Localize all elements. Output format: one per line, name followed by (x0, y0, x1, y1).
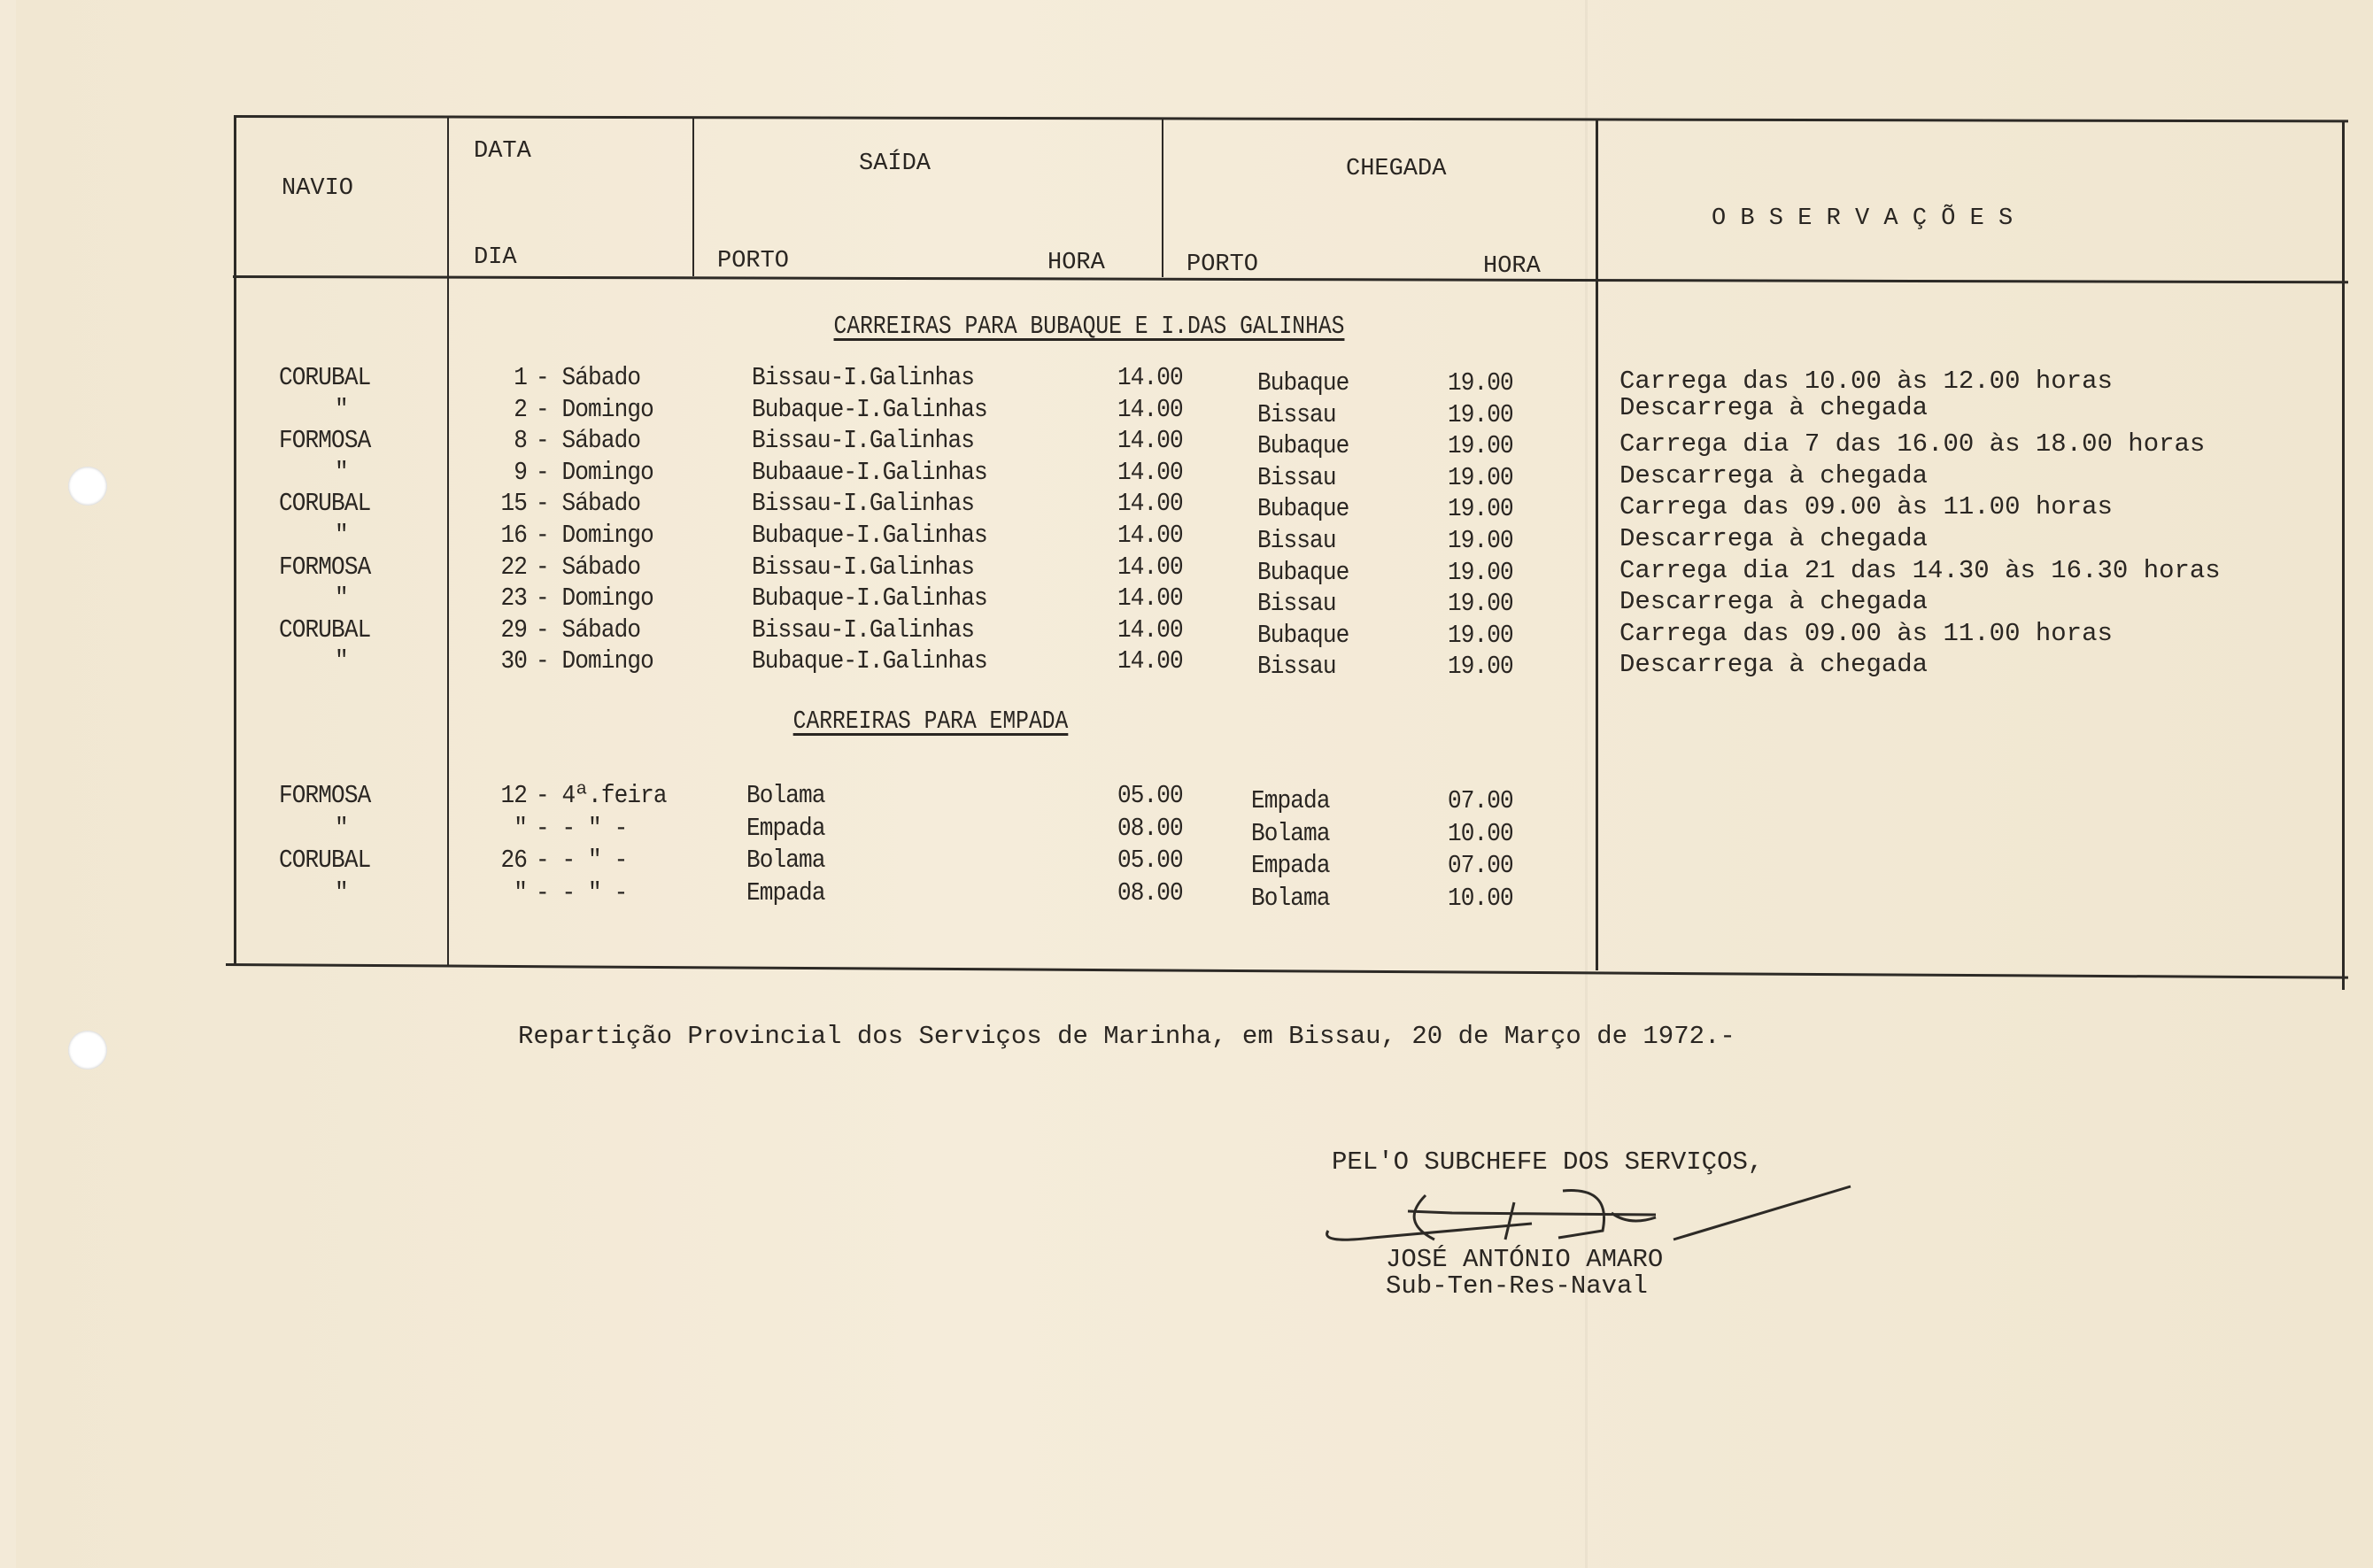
weekday: - Sábado (536, 552, 641, 582)
arrival-time: 19.00 (1448, 463, 1513, 492)
day-number: 15 (500, 489, 527, 518)
departure-time: 14.00 (1117, 363, 1183, 392)
ship-name: " (335, 878, 348, 908)
departure-port: Bubaque-I.Galinhas (752, 521, 987, 550)
day-number: 8 (514, 426, 527, 455)
day-number: 29 (500, 615, 527, 645)
day-number: 12 (500, 781, 527, 810)
ship-name: FORMOSA (279, 552, 371, 582)
arrival-time: 10.00 (1448, 819, 1513, 848)
handwritten-signature (1319, 1178, 1859, 1248)
arrival-time: 19.00 (1448, 621, 1513, 650)
departure-port: Bubaaue-I.Galinhas (752, 458, 987, 487)
weekday: - Sábado (536, 363, 641, 392)
arrival-port: Bissau (1257, 652, 1336, 681)
day-number: 22 (500, 552, 527, 582)
ship-name: " (335, 521, 348, 550)
ship-name: FORMOSA (279, 426, 371, 455)
arrival-port: Bissau (1257, 400, 1336, 429)
departure-port: Bissau-I.Galinhas (752, 489, 974, 518)
arrival-time: 10.00 (1448, 884, 1513, 913)
column-divider (692, 117, 694, 276)
departure-time: 14.00 (1117, 426, 1183, 455)
observation-note: Descarrega à chegada (1619, 461, 1929, 490)
day-number: 2 (514, 395, 527, 424)
departure-port: Bubaque-I.Galinhas (752, 646, 987, 676)
punch-hole (68, 1031, 107, 1070)
ship-name: FORMOSA (279, 781, 371, 810)
departure-port: Bubaque-I.Galinhas (752, 395, 987, 424)
arrival-time: 19.00 (1448, 652, 1513, 681)
header-navio: NAVIO (282, 175, 354, 202)
arrival-time: 19.00 (1448, 589, 1513, 618)
ship-name: " (335, 395, 348, 424)
header-saida-porto: PORTO (717, 248, 790, 274)
departure-port: Bissau-I.Galinhas (752, 426, 974, 455)
arrival-port: Bubaque (1257, 368, 1349, 398)
ship-name: " (335, 814, 348, 843)
place-date-line: Repartição Provincial dos Serviços de Marinha, em Bissau, 20 de Março de 1972.- (518, 1022, 1735, 1051)
ship-name: CORUBAL (279, 846, 371, 875)
departure-time: 05.00 (1117, 781, 1183, 810)
signatory-name: JOSÉ ANTÓNIO AMARO (1386, 1245, 1664, 1274)
departure-time: 14.00 (1117, 615, 1183, 645)
departure-time: 14.00 (1117, 646, 1183, 676)
ship-name: " (335, 458, 348, 487)
weekday: - Sábado (536, 426, 641, 455)
header-chegada: CHEGADA (1346, 156, 1447, 182)
arrival-time: 19.00 (1448, 431, 1513, 460)
arrival-port: Bissau (1257, 589, 1336, 618)
header-chegada-porto: PORTO (1186, 251, 1259, 278)
ship-name: " (335, 646, 348, 676)
day-number: 9 (514, 458, 527, 487)
arrival-time: 19.00 (1448, 368, 1513, 398)
weekday: - Domingo (536, 458, 653, 487)
departure-port: Bissau-I.Galinhas (752, 552, 974, 582)
weekday: - Domingo (536, 521, 653, 550)
arrival-time: 19.00 (1448, 526, 1513, 555)
arrival-port: Bubaque (1257, 621, 1349, 650)
signatory-rank: Sub-Ten-Res-Naval (1386, 1271, 1648, 1301)
arrival-port: Bubaque (1257, 558, 1349, 587)
weekday: - - " - (536, 814, 628, 843)
arrival-port: Bubaque (1257, 494, 1349, 523)
observation-note: Descarrega à chegada (1619, 587, 1929, 616)
observation-note: Carrega das 10.00 às 12.00 horas (1619, 367, 2113, 396)
departure-time: 14.00 (1117, 489, 1183, 518)
arrival-port: Bissau (1257, 463, 1336, 492)
day-number: 30 (500, 646, 527, 676)
column-divider (1162, 118, 1163, 277)
arrival-port: Bubaque (1257, 431, 1349, 460)
departure-port: Bolama (746, 781, 825, 810)
departure-port: Empada (746, 814, 825, 843)
observation-note: Carrega das 09.00 às 11.00 horas (1619, 619, 2113, 648)
observation-note: Descarrega à chegada (1619, 524, 1929, 553)
table-right-border (2342, 122, 2345, 990)
observation-note: Descarrega à chegada (1619, 650, 1929, 679)
arrival-time: 19.00 (1448, 558, 1513, 587)
ship-name: CORUBAL (279, 363, 371, 392)
ship-name: CORUBAL (279, 489, 371, 518)
observation-note: Carrega das 09.00 às 11.00 horas (1619, 492, 2113, 521)
weekday: - Sábado (536, 489, 641, 518)
departure-time: 14.00 (1117, 583, 1183, 613)
column-divider (447, 117, 449, 965)
weekday: - - " - (536, 878, 628, 908)
arrival-port: Bolama (1251, 819, 1330, 848)
column-divider (1596, 119, 1598, 970)
day-number: " (514, 878, 527, 908)
arrival-time: 07.00 (1448, 851, 1513, 880)
day-number: 26 (500, 846, 527, 875)
day-number: 16 (500, 521, 527, 550)
day-number: 23 (500, 583, 527, 613)
weekday: - Domingo (536, 395, 653, 424)
arrival-port: Empada (1251, 786, 1330, 815)
observation-note: Carrega dia 7 das 16.00 às 18.00 horas (1619, 429, 2206, 459)
weekday: - Domingo (536, 583, 653, 613)
punch-hole (68, 467, 107, 506)
signatory-title: PEL'O SUBCHEFE DOS SERVIÇOS, (1332, 1147, 1764, 1177)
header-chegada-hora: HORA (1483, 253, 1541, 280)
departure-port: Bolama (746, 846, 825, 875)
weekday: - 4ª.feira (536, 781, 667, 810)
observation-note: Descarrega à chegada (1619, 393, 1929, 422)
header-data: DATA (474, 138, 531, 165)
arrival-time: 19.00 (1448, 400, 1513, 429)
departure-time: 08.00 (1117, 814, 1183, 843)
header-saida-hora: HORA (1047, 250, 1105, 276)
departure-time: 14.00 (1117, 458, 1183, 487)
departure-port: Bissau-I.Galinhas (752, 615, 974, 645)
departure-port: Bubaque-I.Galinhas (752, 583, 987, 613)
departure-port: Bissau-I.Galinhas (752, 363, 974, 392)
section-title-empada: CARREIRAS PARA EMPADA (792, 707, 1069, 736)
weekday: - Domingo (536, 646, 653, 676)
departure-port: Empada (746, 878, 825, 908)
departure-time: 14.00 (1117, 521, 1183, 550)
ship-name: CORUBAL (279, 615, 371, 645)
arrival-port: Bissau (1257, 526, 1336, 555)
ship-name: " (335, 583, 348, 613)
departure-time: 05.00 (1117, 846, 1183, 875)
arrival-port: Empada (1251, 851, 1330, 880)
header-observacoes: O B S E R V A Ç Õ E S (1712, 205, 2014, 232)
header-dia: DIA (474, 244, 517, 271)
arrival-time: 19.00 (1448, 494, 1513, 523)
arrival-time: 07.00 (1448, 786, 1513, 815)
day-number: " (514, 814, 527, 843)
table-left-border (234, 115, 236, 965)
departure-time: 14.00 (1117, 552, 1183, 582)
arrival-port: Bolama (1251, 884, 1330, 913)
header-saida: SAÍDA (859, 151, 931, 177)
departure-time: 08.00 (1117, 878, 1183, 908)
fold-line (1585, 0, 1588, 1568)
day-number: 1 (514, 363, 527, 392)
departure-time: 14.00 (1117, 395, 1183, 424)
observation-note: Carrega dia 21 das 14.30 às 16.30 horas (1619, 556, 2221, 585)
weekday: - Sábado (536, 615, 641, 645)
section-title-bubaque: CARREIRAS PARA BUBAQUE E I.DAS GALINHAS (833, 312, 1345, 341)
weekday: - - " - (536, 846, 628, 875)
